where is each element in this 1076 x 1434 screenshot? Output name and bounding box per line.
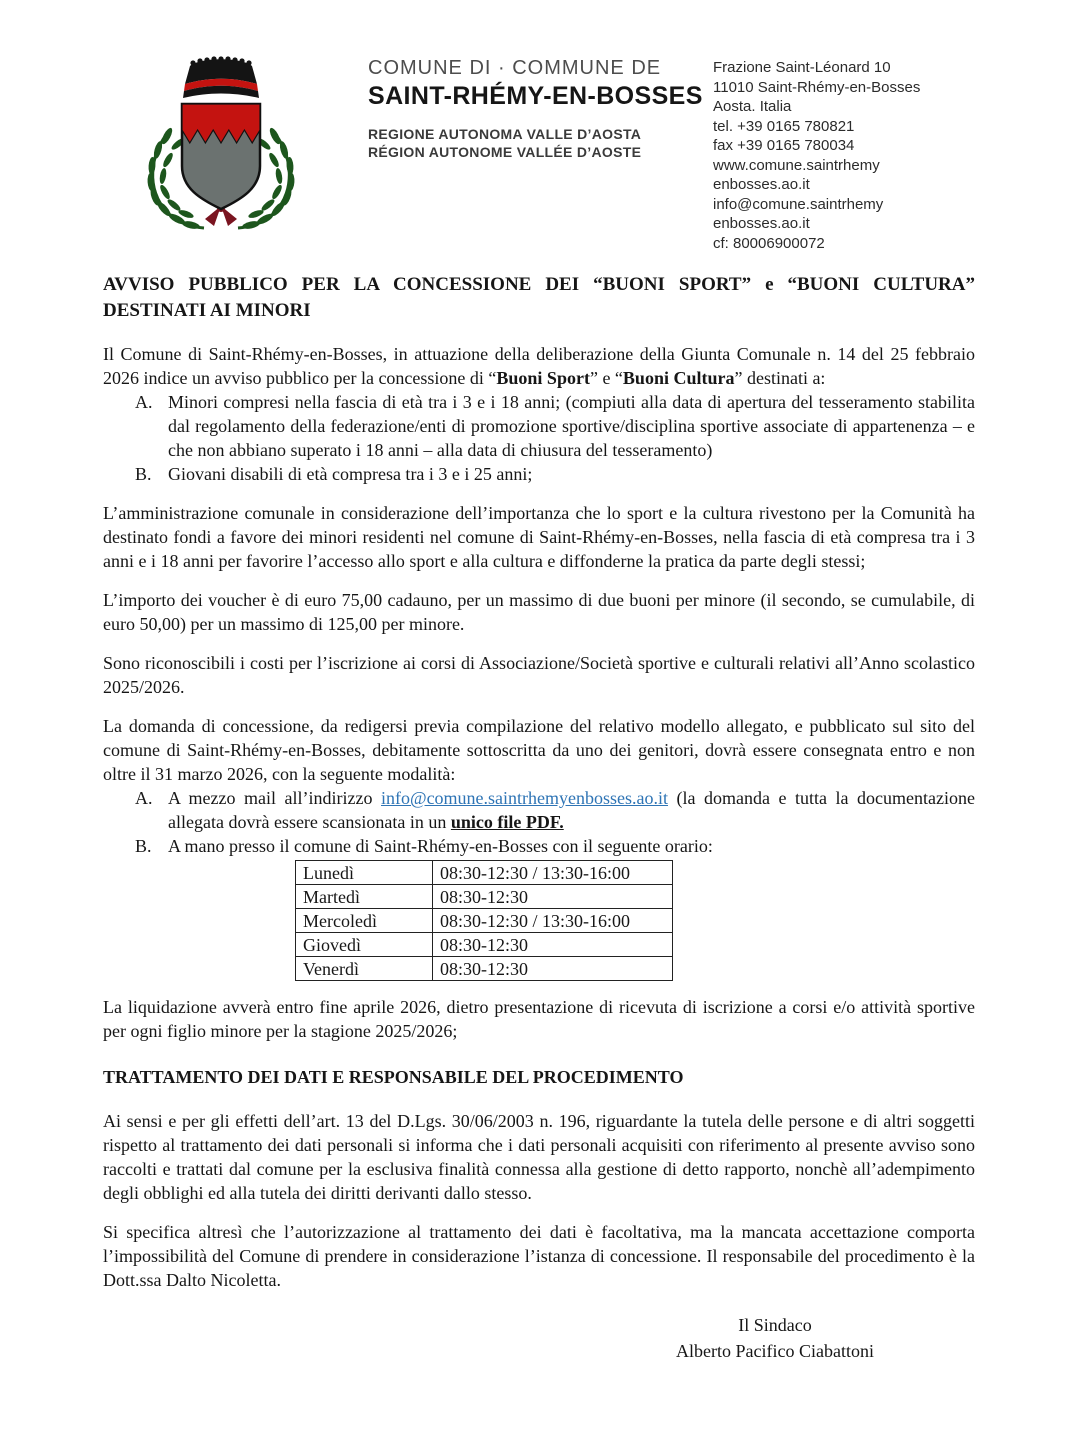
day-cell: Giovedì (296, 933, 433, 957)
signature-role: Il Sindaco (738, 1315, 812, 1335)
list-item (103, 834, 975, 858)
contact-website: www.comune.saintrhemy (713, 156, 880, 174)
submission-text: (la domanda e tutta la documentazione allegata dovrà essere scansionata in un (168, 788, 975, 832)
intro-paragraph (103, 342, 975, 390)
document-body (103, 272, 975, 1364)
unico-file-pdf-label: unico file PDF. (450, 812, 564, 832)
contact-phone: tel. +39 0165 780821 (713, 117, 855, 135)
list-item-text: Minori compresi nella fascia di età tra i 3 e i 18 anni; (compiuti alla data di apertura del tesseramento stabilita dal regolamento della federazione/enti di promozione sportive/disciplina sportive associate di appartenenza – e che non abbiano superato i 18 anni – alla data di chiusura del tesseramento) (168, 392, 975, 460)
buoni-cultura-label: Buoni Cultura (622, 368, 735, 388)
table-row (296, 909, 673, 933)
submission-text: A mezzo mail all’indirizzo (168, 788, 381, 808)
day-cell: Mercoledì (296, 909, 433, 933)
day-cell: Martedì (296, 885, 433, 909)
day-cell: Lunedì (296, 861, 433, 885)
list-marker: B. (135, 836, 152, 856)
organization-block (368, 56, 708, 161)
crown (183, 56, 259, 98)
contact-website: enbosses.ao.it (713, 176, 810, 193)
list-item-text: Giovani disabili di età compresa tra i 3 e i 25 anni; (168, 464, 533, 484)
list-marker: A. (135, 392, 153, 412)
list-item (103, 462, 975, 486)
list-marker: A. (135, 788, 153, 808)
coat-of-arms-icon (132, 50, 310, 232)
table-row (296, 957, 673, 981)
contact-email: info@comune.saintrhemy (713, 195, 884, 213)
contact-address-line: 11010 Saint-Rhémy-en-Bosses (713, 78, 921, 96)
day-cell: Venerdì (296, 957, 433, 981)
contact-address-line: Frazione Saint-Léonard 10 (713, 59, 891, 76)
signature-block (615, 1312, 935, 1364)
eligibility-list (103, 390, 975, 486)
contact-fiscal-code: cf: 80006900072 (713, 234, 825, 252)
hours-cell: 08:30-12:30 / 13:30-16:00 (433, 861, 673, 885)
list-marker: B. (135, 464, 152, 484)
hours-cell: 08:30-12:30 (433, 957, 673, 981)
application-paragraph: La domanda di concessione, da redigersi previa compilazione del relativo modello allegato, e pubblicato sul sito del comune di Saint-Rhémy-en-Bosses, debitamente sottoscritta da uno dei genitori, dovrà essere consegnata entro e non oltre il 31 marzo 2026, con la seguente modalità: (103, 716, 975, 784)
intro-text: ” e “ (589, 368, 623, 388)
contact-fax: fax +39 0165 780034 (713, 137, 855, 154)
list-item (103, 786, 975, 834)
privacy-paragraph-2: Si specifica altresì che l’autorizzazione al trattamento dei dati è facoltativa, ma la mancata accettazione comporta l’impossibilità del Comune di prendere in considerazione l’istanza di concessione. Il responsabile del procedimento è la Dott.ssa Dalto Nicoletta. (103, 1222, 975, 1290)
buoni-sport-label: Buoni Sport (496, 368, 590, 388)
administration-paragraph: L’amministrazione comunale in considerazione dell’importanza che lo sport e la cultura rivestono per la Comunità ha destinato fondi a favore dei minori residenti nel comune di Saint-Rhémy-en-Bosses, nella fascia di età compresa tra i 3 anni e i 18 anni per favorire l’accesso allo sport e alla cultura e diffonderne la pratica da parte degli stessi; (103, 503, 975, 571)
hours-cell: 08:30-12:30 (433, 933, 673, 957)
list-item (103, 390, 975, 462)
org-bilingual-line: COMUNE DI · COMMUNE DE (368, 57, 662, 79)
org-name: SAINT-RHÉMY-EN-BOSSES (368, 82, 703, 110)
contact-block (713, 58, 963, 253)
hours-cell: 08:30-12:30 / 13:30-16:00 (433, 909, 673, 933)
intro-text: ” destinati a: (734, 368, 826, 388)
liquidation-paragraph: La liquidazione avverà entro fine aprile 2026, dietro presentazione di ricevuta di iscrizione a corsi e/o attività sportive per ogni figlio minore per la stagione 2025/2026; (103, 997, 975, 1041)
notice-title: AVVISO PUBBLICO PER LA CONCESSIONE DEI “BUONI SPORT” e “BUONI CULTURA” DESTINATI AI MINORI (103, 274, 975, 321)
email-link[interactable]: info@comune.saintrhemyenbosses.ao.it (381, 788, 669, 808)
privacy-heading: TRATTAMENTO DEI DATI E RESPONSABILE DEL PROCEDIMENTO (103, 1067, 684, 1087)
opening-hours-table (295, 860, 673, 981)
costs-paragraph: Sono riconoscibili i costi per l’iscrizione ai corsi di Associazione/Società sportive e culturali relativi all’Anno scolastico 2025/2026. (103, 653, 975, 697)
list-item-text: A mano presso il comune di Saint-Rhémy-en-Bosses con il seguente orario: (168, 836, 713, 856)
region-line-it: REGIONE AUTONOMA VALLE D’AOSTA (368, 126, 642, 142)
table-row (296, 885, 673, 909)
contact-email: enbosses.ao.it (713, 215, 810, 232)
privacy-paragraph-1: Ai sensi e per gli effetti dell’art. 13 del D.Lgs. 30/06/2003 n. 196, riguardante la tutela delle persone e di altri soggetti rispetto al trattamento dei dati personali si informa che i dati personali acquisiti con riferimento al presente avviso sono raccolti e trattati dal comune per la esclusiva finalità connessa alla gestione di detto rapporto, nonchè all’adempimento degli obblighi ed alla tutela dei diritti derivanti dallo stesso. (103, 1111, 975, 1203)
intro-text: Il Comune di Saint-Rhémy-en-Bosses, in attuazione della deliberazione della Giunta Comunale n. 14 del 25 febbraio 2026 indice un avviso pubblico per la concessione di “ (103, 344, 975, 388)
hours-cell: 08:30-12:30 (433, 885, 673, 909)
submission-list (103, 786, 975, 858)
contact-address-line: Aosta. Italia (713, 98, 792, 115)
region-line-fr: RÉGION AUTONOME VALLÉE D’AOSTE (368, 144, 642, 160)
list-item-text (168, 786, 975, 834)
signature-name: Alberto Pacifico Ciabattoni (676, 1341, 874, 1361)
letterhead (0, 0, 1076, 272)
table-row (296, 861, 673, 885)
table-row (296, 933, 673, 957)
voucher-amount-paragraph: L’importo dei voucher è di euro 75,00 cadauno, per un massimo di due buoni per minore (il secondo, se cumulabile, di euro 50,00) per un massimo di 125,00 per minore. (103, 590, 975, 634)
